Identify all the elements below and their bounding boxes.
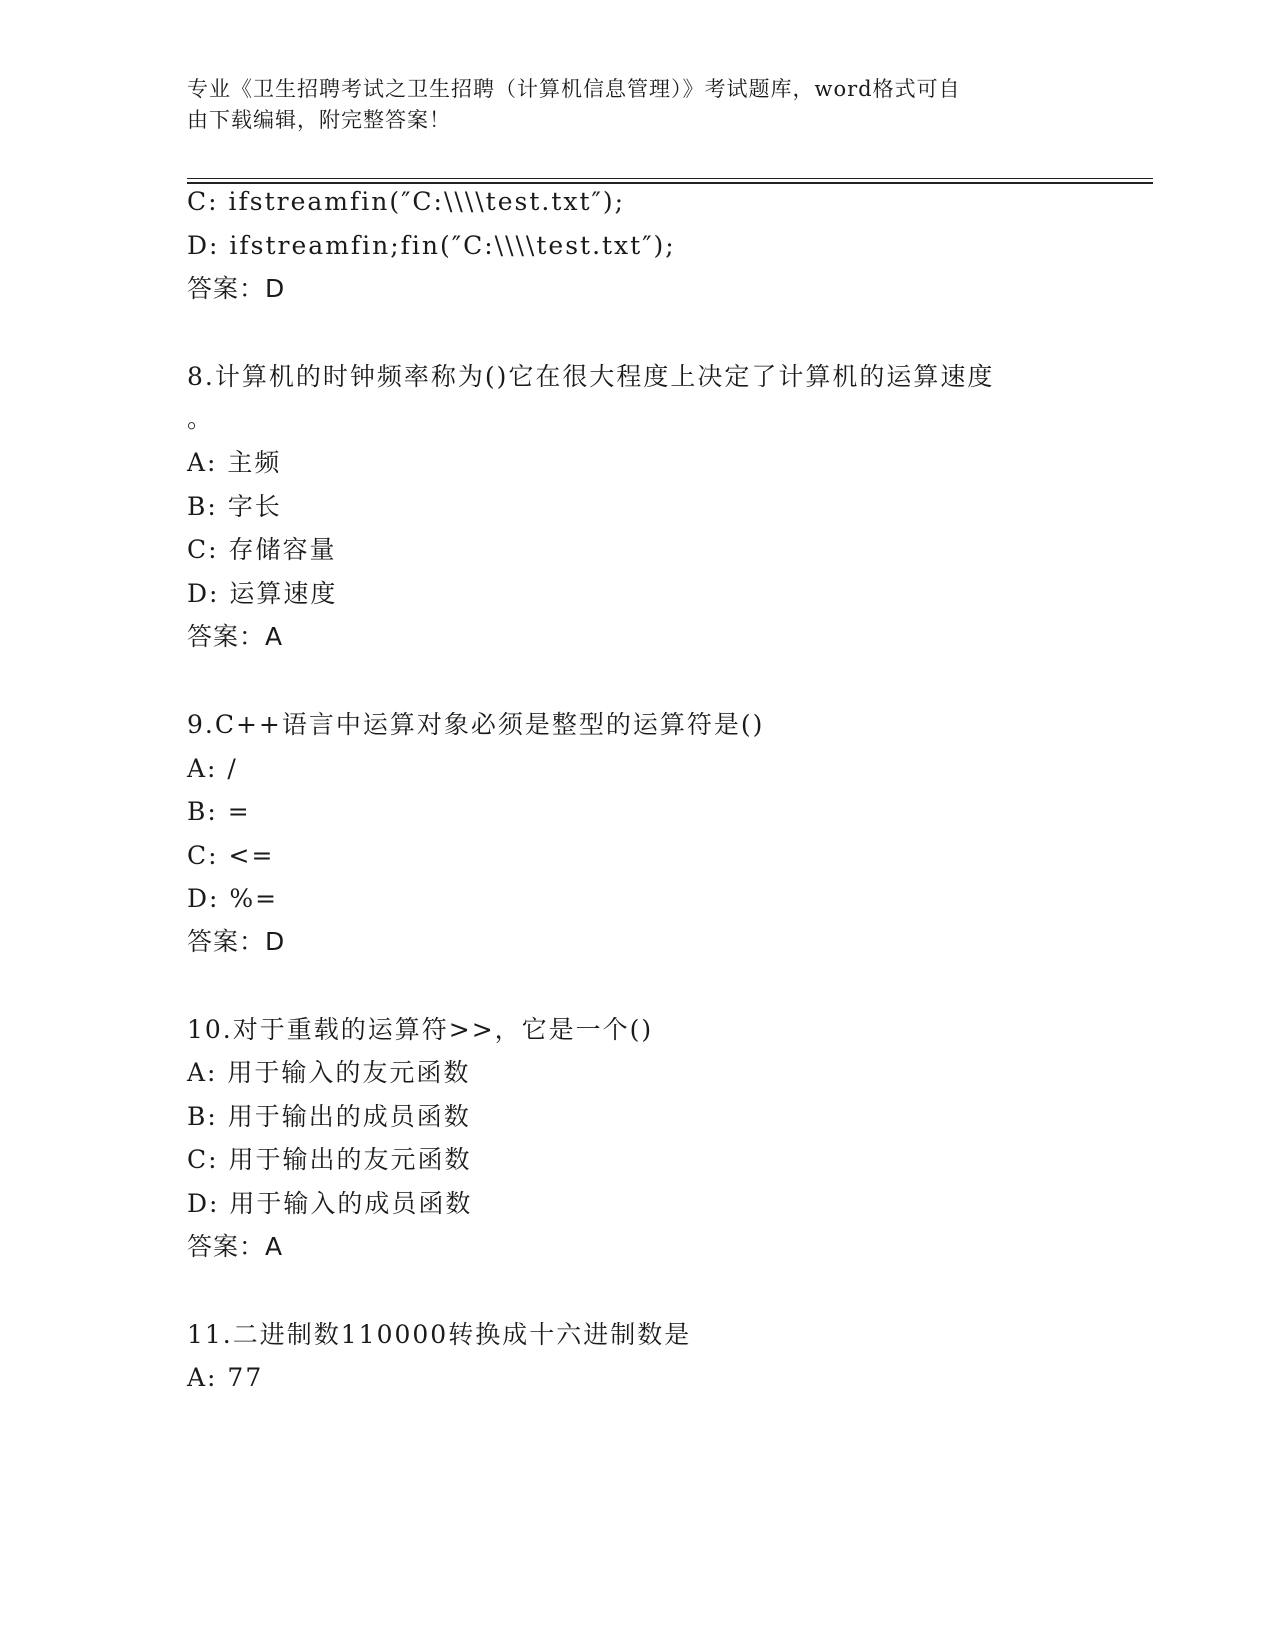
header-line-2: 由下载编辑，附完整答案！ (187, 108, 451, 132)
q10-option-a: A: 用于输入的友元函数 (187, 1058, 471, 1087)
header-line-1: 专业《卫生招聘考试之卫生招聘（计算机信息管理）》考试题库，word格式可自 (187, 77, 961, 101)
q10-option-c: C: 用于输出的友元函数 (187, 1145, 472, 1174)
document-header (187, 74, 1067, 136)
q10-stem: 10.对于重载的运算符>>，它是一个() (187, 1015, 654, 1044)
q8-stem: 8.计算机的时钟频率称为()它在很大程度上决定了计算机的运算速度 (187, 362, 995, 391)
q11-stem: 11.二进制数110000转换成十六进制数是 (187, 1320, 692, 1349)
header-divider-thick (187, 182, 1153, 184)
q8-answer: 答案：A (187, 622, 284, 651)
q8-option-a: A: 主频 (187, 448, 282, 477)
q7-answer: 答案：D (187, 274, 286, 303)
q10-answer: 答案：A (187, 1232, 284, 1261)
q9-option-a: A: / (187, 754, 238, 783)
q9-stem: 9.C++语言中运算对象必须是整型的运算符是() (187, 710, 765, 739)
q9-answer: 答案：D (187, 927, 286, 956)
q9-option-b: B: = (187, 797, 251, 826)
q10-option-b: B: 用于输出的成员函数 (187, 1102, 471, 1131)
q7-option-d: D: ifstreamfin;fin(″C:\\\\test.txt″); (187, 231, 676, 260)
header-divider-thin (187, 178, 1153, 179)
q9-option-c: C: <= (187, 841, 275, 870)
q8-option-d: D: 运算速度 (187, 579, 338, 608)
q8-stem-continued: 。 (187, 404, 215, 433)
q9-option-d: D: %= (187, 884, 279, 913)
q8-option-b: B: 字长 (187, 492, 282, 521)
q8-option-c: C: 存储容量 (187, 535, 337, 564)
q11-option-a: A: 77 (187, 1363, 264, 1392)
q10-option-d: D: 用于输入的成员函数 (187, 1189, 473, 1218)
q7-option-c: C: ifstreamfin(″C:\\\\test.txt″); (187, 187, 626, 216)
